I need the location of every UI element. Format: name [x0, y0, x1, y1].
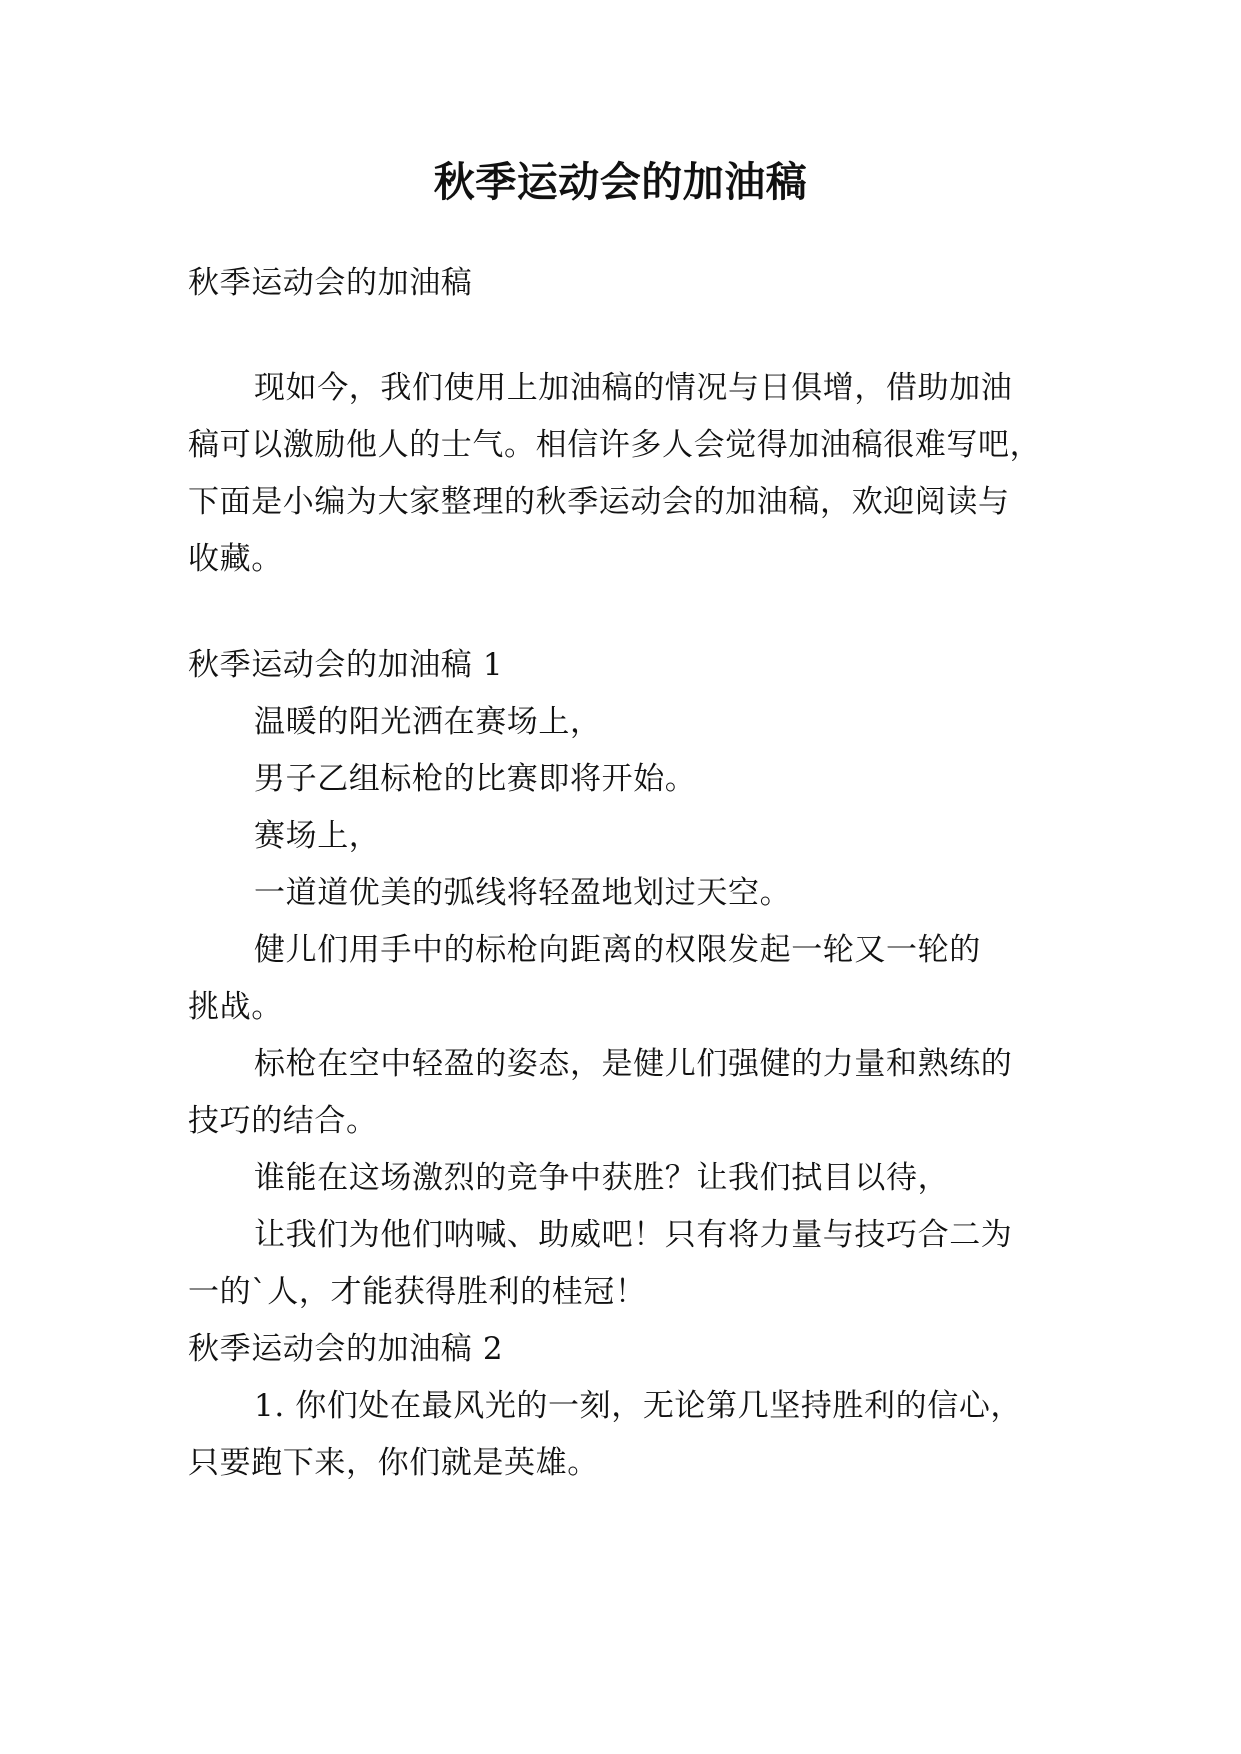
- body-line: 谁能在这场激烈的竞争中获胜？让我们拭目以待，: [254, 1160, 950, 1196]
- document-title: 秋季运动会的加油稿: [433, 158, 808, 206]
- intro-line: 现如今，我们使用上加油稿的情况与日俱增，借助加油: [254, 370, 1013, 406]
- section-heading: 秋季运动会的加油稿 2: [188, 1331, 504, 1367]
- body-line: 一道道优美的弧线将轻盈地划过天空。: [254, 875, 792, 911]
- intro-line: 收藏。: [188, 541, 283, 577]
- body-line: 赛场上，: [254, 818, 381, 854]
- body-line: 让我们为他们呐喊、助威吧！只有将力量与技巧合二为: [254, 1217, 1013, 1253]
- section-heading: 秋季运动会的加油稿 1: [188, 647, 504, 683]
- body-line: 挑战。: [188, 989, 283, 1025]
- document-subtitle: 秋季运动会的加油稿: [188, 265, 473, 301]
- body-line: 只要跑下来，你们就是英雄。: [188, 1445, 599, 1481]
- intro-line: 稿可以激励他人的士气。相信许多人会觉得加油稿很难写吧，: [188, 427, 1042, 463]
- body-line: 1. 你们处在最风光的一刻，无论第几坚持胜利的信心，: [254, 1388, 1023, 1424]
- intro-line: 下面是小编为大家整理的秋季运动会的加油稿，欢迎阅读与: [188, 484, 1010, 520]
- body-line: 健儿们用手中的标枪向距离的权限发起一轮又一轮的: [254, 932, 981, 968]
- body-line: 标枪在空中轻盈的姿态，是健儿们强健的力量和熟练的: [254, 1046, 1013, 1082]
- body-line: 技巧的结合。: [188, 1103, 378, 1139]
- body-line: 一的`人，才能获得胜利的桂冠！: [188, 1274, 647, 1310]
- body-line: 男子乙组标枪的比赛即将开始。: [254, 761, 697, 797]
- body-line: 温暖的阳光洒在赛场上，: [254, 704, 602, 740]
